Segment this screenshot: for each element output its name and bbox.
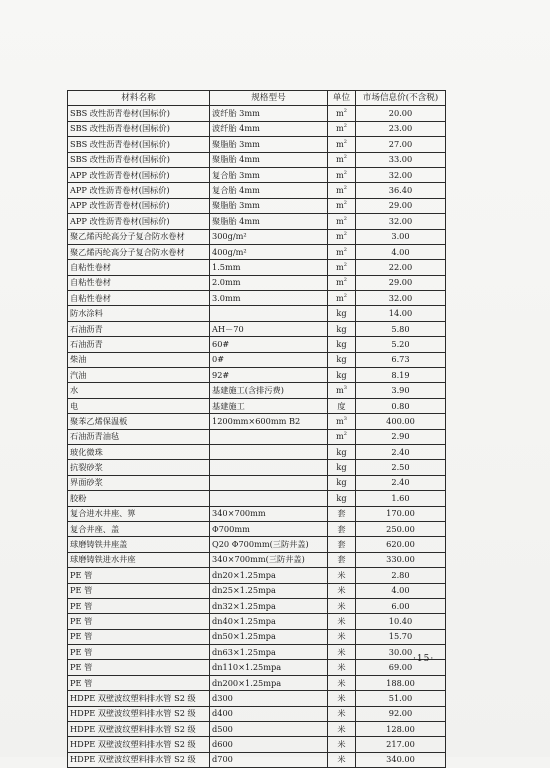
price-cell: 250.00 bbox=[356, 521, 446, 536]
header-unit: 单位 bbox=[328, 91, 356, 106]
unit-text: m bbox=[336, 138, 344, 149]
table-row bbox=[68, 198, 446, 213]
unit-cell bbox=[328, 337, 356, 352]
table-row bbox=[68, 183, 446, 198]
price-table bbox=[67, 90, 446, 768]
table-row bbox=[68, 752, 446, 767]
price-cell: 620.00 bbox=[356, 537, 446, 552]
material-name-cell: 复合进水井座、箅 bbox=[68, 506, 210, 521]
material-name-cell: 石油沥青 bbox=[68, 321, 210, 336]
material-name-cell: 石油沥青 bbox=[68, 337, 210, 352]
unit-cell bbox=[328, 583, 356, 598]
unit-text: 度 bbox=[337, 400, 346, 411]
table-row bbox=[68, 337, 446, 352]
unit-exponent: 3 bbox=[343, 415, 347, 422]
material-name-cell: 汽油 bbox=[68, 368, 210, 383]
spec-cell bbox=[210, 429, 328, 444]
table-row bbox=[68, 675, 446, 690]
unit-exponent: 2 bbox=[343, 215, 347, 222]
price-cell: 14.00 bbox=[356, 306, 446, 321]
table-row bbox=[68, 475, 446, 490]
price-cell: 330.00 bbox=[356, 552, 446, 567]
unit-cell bbox=[328, 321, 356, 336]
price-cell: 6.73 bbox=[356, 352, 446, 367]
unit-text: m bbox=[336, 246, 344, 257]
material-name-cell: 电 bbox=[68, 398, 210, 413]
table-row bbox=[68, 506, 446, 521]
price-cell: 188.00 bbox=[356, 675, 446, 690]
spec-cell: d500 bbox=[210, 722, 328, 737]
unit-cell bbox=[328, 521, 356, 536]
material-name-cell: SBS 改性沥青卷材(国标价) bbox=[68, 106, 210, 121]
price-cell: 23.00 bbox=[356, 121, 446, 136]
unit-text: 米 bbox=[337, 600, 346, 611]
table-row bbox=[68, 260, 446, 275]
spec-cell: dn200×1.25mpa bbox=[210, 675, 328, 690]
price-cell: 32.00 bbox=[356, 167, 446, 182]
price-cell: 32.00 bbox=[356, 291, 446, 306]
spec-cell: 92# bbox=[210, 368, 328, 383]
spec-cell: AH－70 bbox=[210, 321, 328, 336]
spec-cell: 3.0mm bbox=[210, 291, 328, 306]
unit-exponent: 2 bbox=[343, 246, 347, 253]
spec-cell: 0# bbox=[210, 352, 328, 367]
unit-cell bbox=[328, 491, 356, 506]
unit-text: 米 bbox=[337, 615, 346, 626]
spec-cell: dn63×1.25mpa bbox=[210, 645, 328, 660]
spec-cell: 400g/m² bbox=[210, 244, 328, 259]
spec-cell: 复合胎 4mm bbox=[210, 183, 328, 198]
unit-text: kg bbox=[336, 354, 347, 365]
spec-cell bbox=[210, 460, 328, 475]
table-row bbox=[68, 152, 446, 167]
spec-cell bbox=[210, 491, 328, 506]
price-cell: 0.80 bbox=[356, 398, 446, 413]
material-name-cell: PE 管 bbox=[68, 614, 210, 629]
price-cell: 32.00 bbox=[356, 214, 446, 229]
unit-text: 套 bbox=[337, 508, 346, 519]
spec-cell: d600 bbox=[210, 737, 328, 752]
material-name-cell: 胶粉 bbox=[68, 491, 210, 506]
table-row bbox=[68, 414, 446, 429]
table-row bbox=[68, 691, 446, 706]
price-cell: 27.00 bbox=[356, 137, 446, 152]
material-name-cell: 防水涂料 bbox=[68, 306, 210, 321]
table-row bbox=[68, 229, 446, 244]
unit-cell bbox=[328, 645, 356, 660]
unit-exponent: 2 bbox=[343, 292, 347, 299]
unit-cell bbox=[328, 598, 356, 613]
table-row bbox=[68, 368, 446, 383]
unit-cell bbox=[328, 167, 356, 182]
table-row bbox=[68, 291, 446, 306]
spec-cell: 300g/m² bbox=[210, 229, 328, 244]
material-name-cell: SBS 改性沥青卷材(国标价) bbox=[68, 137, 210, 152]
table-row bbox=[68, 121, 446, 136]
spec-cell: 波纤胎 3mm bbox=[210, 106, 328, 121]
unit-cell bbox=[328, 244, 356, 259]
spec-cell: 聚脂胎 4mm bbox=[210, 152, 328, 167]
unit-text: 米 bbox=[337, 723, 346, 734]
table-row bbox=[68, 214, 446, 229]
price-cell: 6.00 bbox=[356, 598, 446, 613]
unit-text: m bbox=[336, 169, 344, 180]
unit-text: kg bbox=[336, 492, 347, 503]
price-cell: 29.00 bbox=[356, 198, 446, 213]
unit-exponent: 2 bbox=[343, 138, 347, 145]
unit-text: kg bbox=[336, 446, 347, 457]
table-row bbox=[68, 398, 446, 413]
material-name-cell: PE 管 bbox=[68, 629, 210, 644]
unit-cell bbox=[328, 106, 356, 121]
table-row bbox=[68, 537, 446, 552]
unit-cell bbox=[328, 260, 356, 275]
unit-cell bbox=[328, 275, 356, 290]
price-cell: 92.00 bbox=[356, 706, 446, 721]
spec-cell: 聚脂胎 3mm bbox=[210, 137, 328, 152]
spec-cell: Φ700mm bbox=[210, 521, 328, 536]
unit-exponent: 2 bbox=[343, 231, 347, 238]
unit-text: m bbox=[336, 231, 344, 242]
price-cell: 51.00 bbox=[356, 691, 446, 706]
spec-cell: 聚脂胎 3mm bbox=[210, 198, 328, 213]
material-name-cell: HDPE 双壁波纹塑料排水管 S2 级 bbox=[68, 691, 210, 706]
table-row bbox=[68, 491, 446, 506]
material-name-cell: HDPE 双壁波纹塑料排水管 S2 级 bbox=[68, 706, 210, 721]
unit-text: kg bbox=[336, 477, 347, 488]
unit-cell bbox=[328, 137, 356, 152]
unit-text: m bbox=[336, 261, 344, 272]
page-number: ·15· bbox=[413, 654, 435, 664]
table-row bbox=[68, 137, 446, 152]
spec-cell: dn20×1.25mpa bbox=[210, 568, 328, 583]
unit-exponent: 2 bbox=[343, 277, 347, 284]
material-name-cell: APP 改性沥青卷材(国标价) bbox=[68, 167, 210, 182]
unit-cell bbox=[328, 552, 356, 567]
unit-cell bbox=[328, 537, 356, 552]
material-name-cell: SBS 改性沥青卷材(国标价) bbox=[68, 121, 210, 136]
unit-text: m bbox=[336, 431, 344, 442]
table-row bbox=[68, 275, 446, 290]
unit-cell bbox=[328, 368, 356, 383]
unit-cell bbox=[328, 706, 356, 721]
unit-exponent: 2 bbox=[343, 185, 347, 192]
material-name-cell: 复合井座、盖 bbox=[68, 521, 210, 536]
material-name-cell: 聚苯乙烯保温板 bbox=[68, 414, 210, 429]
material-name-cell: HDPE 双壁波纹塑料排水管 S2 级 bbox=[68, 722, 210, 737]
material-name-cell: 水 bbox=[68, 383, 210, 398]
table-row bbox=[68, 429, 446, 444]
price-cell: 5.20 bbox=[356, 337, 446, 352]
material-name-cell: SBS 改性沥青卷材(国标价) bbox=[68, 152, 210, 167]
price-cell: 2.80 bbox=[356, 568, 446, 583]
spec-cell: Q20 Φ700mm(三防井盖) bbox=[210, 537, 328, 552]
spec-cell bbox=[210, 444, 328, 459]
unit-cell bbox=[328, 429, 356, 444]
material-name-cell: 界面砂浆 bbox=[68, 475, 210, 490]
spec-cell: dn110×1.25mpa bbox=[210, 660, 328, 675]
spec-cell: 基建施工 bbox=[210, 398, 328, 413]
price-cell: 69.00 bbox=[356, 660, 446, 675]
material-name-cell: PE 管 bbox=[68, 598, 210, 613]
unit-cell bbox=[328, 152, 356, 167]
table-row bbox=[68, 306, 446, 321]
material-name-cell: PE 管 bbox=[68, 660, 210, 675]
header-market-price: 市场信息价(不含税) bbox=[356, 91, 446, 106]
material-name-cell: PE 管 bbox=[68, 568, 210, 583]
price-cell: 4.00 bbox=[356, 583, 446, 598]
price-cell: 4.00 bbox=[356, 244, 446, 259]
unit-exponent: 2 bbox=[343, 154, 347, 161]
spec-cell: 340×700mm(三防井盖) bbox=[210, 552, 328, 567]
spec-cell: d700 bbox=[210, 752, 328, 767]
material-name-cell: 球磨铸铁进水井座 bbox=[68, 552, 210, 567]
table-header-row bbox=[68, 91, 446, 106]
table-row bbox=[68, 383, 446, 398]
unit-text: 米 bbox=[337, 662, 346, 673]
spec-cell: d400 bbox=[210, 706, 328, 721]
material-name-cell: 自粘性卷材 bbox=[68, 291, 210, 306]
unit-cell bbox=[328, 121, 356, 136]
table-row bbox=[68, 460, 446, 475]
material-name-cell: PE 管 bbox=[68, 583, 210, 598]
unit-text: m bbox=[336, 123, 344, 134]
material-name-cell: 自粘性卷材 bbox=[68, 275, 210, 290]
spec-cell: 60# bbox=[210, 337, 328, 352]
unit-cell bbox=[328, 198, 356, 213]
unit-cell bbox=[328, 398, 356, 413]
price-cell: 8.19 bbox=[356, 368, 446, 383]
unit-text: 米 bbox=[337, 754, 346, 765]
header-spec-model: 规格型号 bbox=[210, 91, 328, 106]
price-cell: 2.40 bbox=[356, 475, 446, 490]
price-cell: 5.80 bbox=[356, 321, 446, 336]
unit-text: 套 bbox=[337, 554, 346, 565]
material-name-cell: PE 管 bbox=[68, 675, 210, 690]
material-name-cell: APP 改性沥青卷材(国标价) bbox=[68, 198, 210, 213]
table-row bbox=[68, 706, 446, 721]
unit-text: 米 bbox=[337, 708, 346, 719]
unit-text: m bbox=[336, 185, 344, 196]
table-row bbox=[68, 737, 446, 752]
price-cell: 128.00 bbox=[356, 722, 446, 737]
material-name-cell: 石油沥青油毡 bbox=[68, 429, 210, 444]
material-name-cell: 聚乙烯丙纶高分子复合防水卷材 bbox=[68, 244, 210, 259]
unit-cell bbox=[328, 506, 356, 521]
unit-text: 米 bbox=[337, 692, 346, 703]
price-cell: 20.00 bbox=[356, 106, 446, 121]
table-row bbox=[68, 244, 446, 259]
table-body bbox=[68, 106, 446, 768]
table-row bbox=[68, 598, 446, 613]
unit-cell bbox=[328, 444, 356, 459]
spec-cell: dn40×1.25mpa bbox=[210, 614, 328, 629]
unit-exponent: 2 bbox=[343, 108, 347, 115]
material-name-cell: APP 改性沥青卷材(国标价) bbox=[68, 214, 210, 229]
unit-text: 套 bbox=[337, 539, 346, 550]
price-cell: 36.40 bbox=[356, 183, 446, 198]
unit-cell bbox=[328, 460, 356, 475]
table-row bbox=[68, 521, 446, 536]
spec-cell: 1.5mm bbox=[210, 260, 328, 275]
unit-text: 套 bbox=[337, 523, 346, 534]
unit-text: kg bbox=[336, 338, 347, 349]
table-row bbox=[68, 583, 446, 598]
unit-text: kg bbox=[336, 323, 347, 334]
spec-cell bbox=[210, 306, 328, 321]
price-cell: 10.40 bbox=[356, 614, 446, 629]
spec-cell: 聚脂胎 4mm bbox=[210, 214, 328, 229]
unit-text: kg bbox=[336, 462, 347, 473]
table-row bbox=[68, 321, 446, 336]
unit-cell bbox=[328, 229, 356, 244]
price-cell: 30.00 bbox=[356, 645, 446, 660]
price-cell: 217.00 bbox=[356, 737, 446, 752]
table-row bbox=[68, 645, 446, 660]
unit-text: m bbox=[336, 108, 344, 119]
material-name-cell: 球磨铸铁井座盖 bbox=[68, 537, 210, 552]
spec-cell: dn25×1.25mpa bbox=[210, 583, 328, 598]
price-cell: 1.60 bbox=[356, 491, 446, 506]
price-cell: 3.90 bbox=[356, 383, 446, 398]
table-row bbox=[68, 106, 446, 121]
unit-cell bbox=[328, 183, 356, 198]
unit-text: m bbox=[336, 200, 344, 211]
unit-cell bbox=[328, 660, 356, 675]
unit-exponent: 2 bbox=[343, 169, 347, 176]
unit-exponent: 2 bbox=[343, 261, 347, 268]
table-row bbox=[68, 444, 446, 459]
unit-text: m bbox=[336, 292, 344, 303]
unit-cell bbox=[328, 629, 356, 644]
unit-text: m bbox=[336, 215, 344, 226]
price-cell: 2.40 bbox=[356, 444, 446, 459]
unit-text: kg bbox=[336, 308, 347, 319]
spec-cell: d300 bbox=[210, 691, 328, 706]
price-cell: 400.00 bbox=[356, 414, 446, 429]
unit-text: kg bbox=[336, 369, 347, 380]
unit-cell bbox=[328, 383, 356, 398]
table-row bbox=[68, 614, 446, 629]
unit-cell bbox=[328, 306, 356, 321]
price-cell: 22.00 bbox=[356, 260, 446, 275]
price-cell: 170.00 bbox=[356, 506, 446, 521]
unit-exponent: 2 bbox=[343, 200, 347, 207]
unit-text: 米 bbox=[337, 631, 346, 642]
unit-text: 米 bbox=[337, 677, 346, 688]
unit-text: 米 bbox=[337, 739, 346, 750]
unit-cell bbox=[328, 752, 356, 767]
material-name-cell: HDPE 双壁波纹塑料排水管 S2 级 bbox=[68, 737, 210, 752]
price-cell: 15.70 bbox=[356, 629, 446, 644]
unit-cell bbox=[328, 214, 356, 229]
unit-cell bbox=[328, 475, 356, 490]
price-cell: 2.50 bbox=[356, 460, 446, 475]
price-cell: 33.00 bbox=[356, 152, 446, 167]
material-name-cell: 聚乙烯丙纶高分子复合防水卷材 bbox=[68, 229, 210, 244]
spec-cell: dn32×1.25mpa bbox=[210, 598, 328, 613]
unit-cell bbox=[328, 737, 356, 752]
unit-cell bbox=[328, 291, 356, 306]
price-cell: 2.90 bbox=[356, 429, 446, 444]
unit-cell bbox=[328, 722, 356, 737]
material-name-cell: 柴油 bbox=[68, 352, 210, 367]
price-cell: 340.00 bbox=[356, 752, 446, 767]
price-cell: 3.00 bbox=[356, 229, 446, 244]
unit-exponent: 2 bbox=[343, 431, 347, 438]
unit-cell bbox=[328, 675, 356, 690]
spec-cell bbox=[210, 475, 328, 490]
material-name-cell: 抗裂砂浆 bbox=[68, 460, 210, 475]
table-row bbox=[68, 568, 446, 583]
spec-cell: 基建施工(含排污费) bbox=[210, 383, 328, 398]
unit-cell bbox=[328, 352, 356, 367]
table-row bbox=[68, 552, 446, 567]
unit-text: m bbox=[336, 277, 344, 288]
table-row bbox=[68, 722, 446, 737]
unit-cell bbox=[328, 568, 356, 583]
table-row bbox=[68, 629, 446, 644]
spec-cell: 340×700mm bbox=[210, 506, 328, 521]
price-cell: 29.00 bbox=[356, 275, 446, 290]
unit-exponent: 3 bbox=[343, 385, 347, 392]
spec-cell: dn50×1.25mpa bbox=[210, 629, 328, 644]
table-row bbox=[68, 660, 446, 675]
table-row bbox=[68, 167, 446, 182]
material-name-cell: HDPE 双壁波纹塑料排水管 S2 级 bbox=[68, 752, 210, 767]
unit-text: m bbox=[336, 415, 344, 426]
header-material-name: 材料名称 bbox=[68, 91, 210, 106]
spec-cell: 1200mm×600mm B2 bbox=[210, 414, 328, 429]
unit-text: m bbox=[336, 154, 344, 165]
spec-cell: 复合胎 3mm bbox=[210, 167, 328, 182]
unit-cell bbox=[328, 691, 356, 706]
unit-text: 米 bbox=[337, 569, 346, 580]
material-name-cell: APP 改性沥青卷材(国标价) bbox=[68, 183, 210, 198]
unit-text: 米 bbox=[337, 646, 346, 657]
material-name-cell: 玻化微珠 bbox=[68, 444, 210, 459]
unit-cell bbox=[328, 614, 356, 629]
material-name-cell: 自粘性卷材 bbox=[68, 260, 210, 275]
unit-text: m bbox=[336, 385, 344, 396]
unit-text: 米 bbox=[337, 585, 346, 596]
spec-cell: 波纤胎 4mm bbox=[210, 121, 328, 136]
table-row bbox=[68, 352, 446, 367]
material-name-cell: PE 管 bbox=[68, 645, 210, 660]
unit-cell bbox=[328, 414, 356, 429]
spec-cell: 2.0mm bbox=[210, 275, 328, 290]
unit-exponent: 2 bbox=[343, 123, 347, 130]
